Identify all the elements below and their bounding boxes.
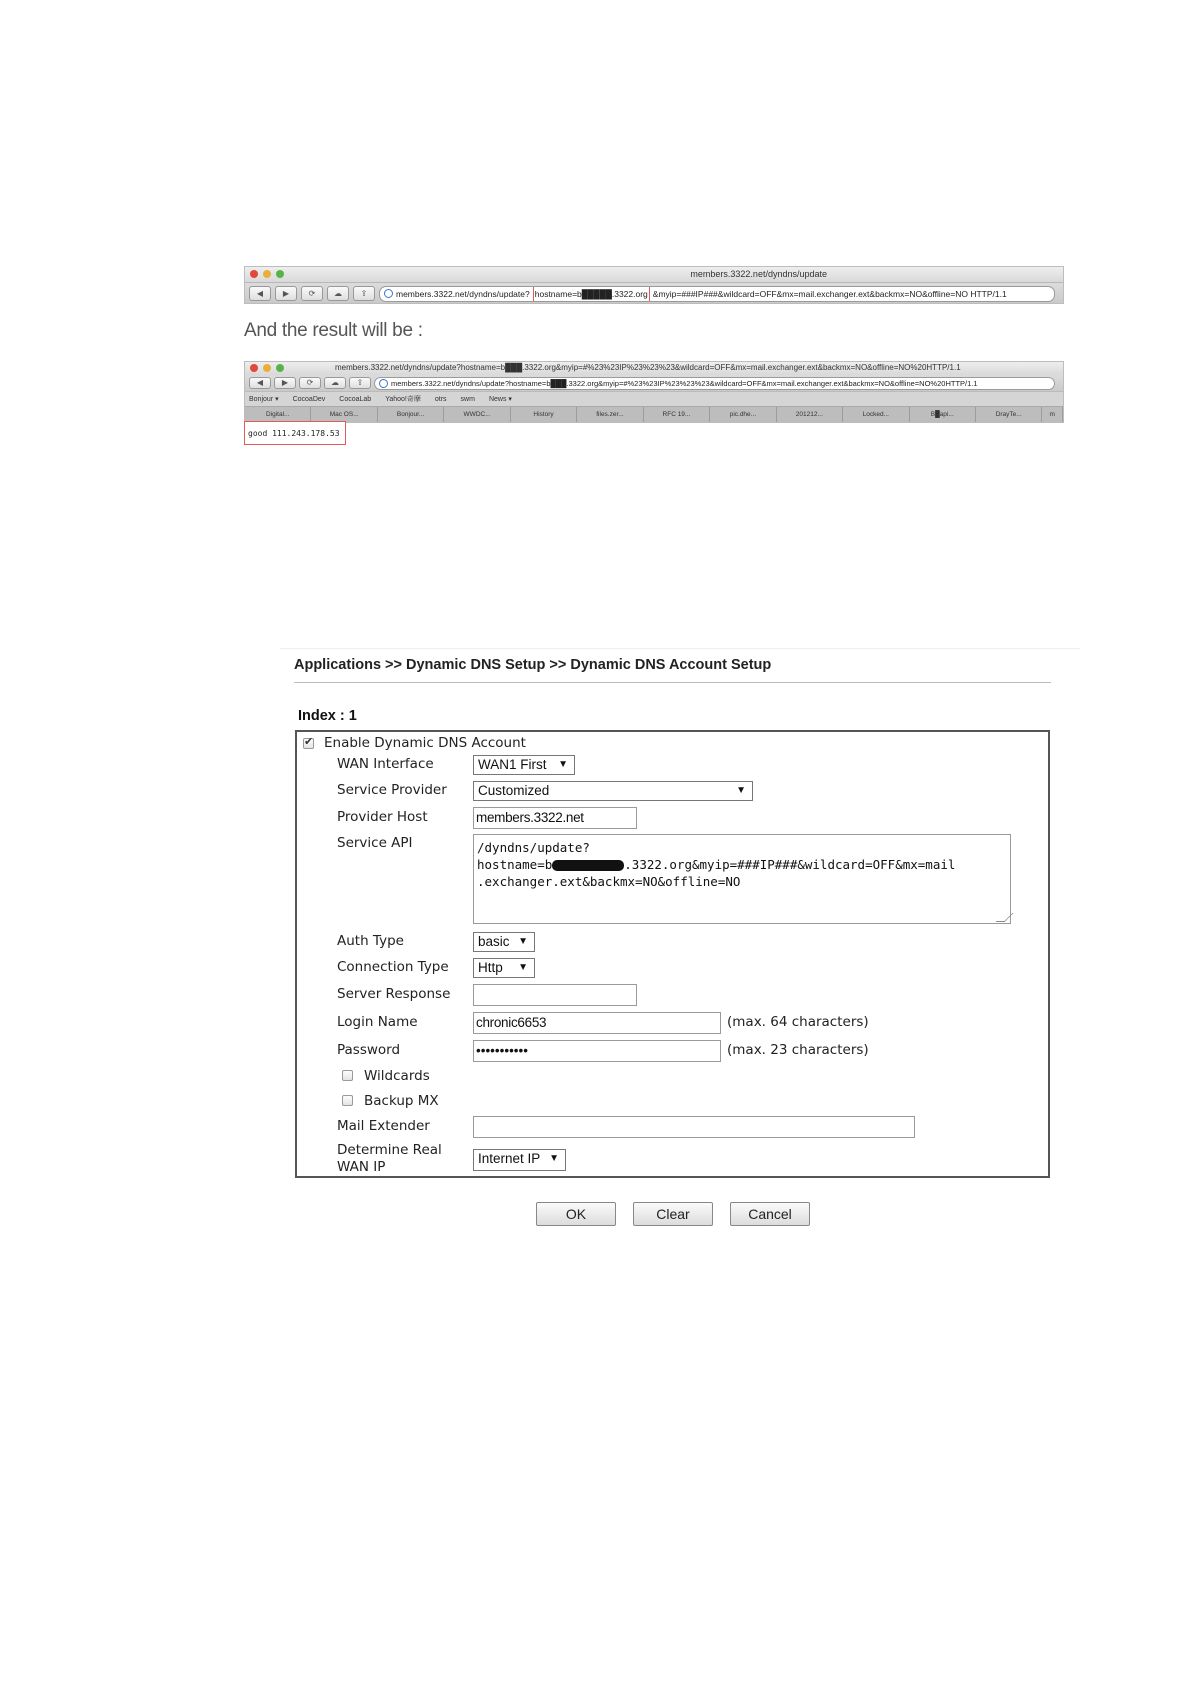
resize-handle-icon[interactable] [996, 913, 1014, 922]
browser-toolbar [245, 375, 1063, 391]
address-bar[interactable] [374, 377, 1055, 390]
login-name-hint: (max. 64 characters) [727, 1014, 869, 1030]
backup-mx-label: Backup MX [364, 1093, 439, 1109]
auth-type-label: Auth Type [337, 933, 404, 949]
browser-tab[interactable]: RFC 19... [644, 407, 710, 422]
server-response-input[interactable] [473, 984, 637, 1006]
page-icon [379, 379, 388, 388]
password-label: Password [337, 1042, 401, 1058]
wan-interface-value: WAN1 First [478, 757, 547, 772]
wan-interface-label: WAN Interface [337, 756, 434, 772]
browser-tab[interactable]: Mac OS... [311, 407, 377, 422]
enable-ddns-checkbox[interactable] [303, 738, 314, 749]
forward-icon[interactable]: ▶ [274, 377, 296, 389]
window-titlebar [245, 362, 1063, 375]
browser-tab[interactable]: Bonjour... [378, 407, 444, 422]
bookmark-item[interactable]: swm [460, 395, 475, 403]
provider-host-label: Provider Host [337, 809, 428, 825]
cancel-button[interactable]: Cancel [730, 1202, 810, 1226]
password-input[interactable]: ••••••••••• [473, 1040, 721, 1062]
browser-tab[interactable]: B█api... [910, 407, 976, 422]
url-prefix: members.3322.net/dyndns/update? [396, 288, 530, 299]
determine-wan-ip-select[interactable] [473, 1149, 566, 1171]
share-icon[interactable]: ⇪ [353, 286, 375, 301]
server-response-label: Server Response [337, 986, 451, 1002]
forward-icon[interactable]: ▶ [275, 286, 297, 301]
auth-type-select[interactable] [473, 932, 535, 952]
cloud-icon[interactable]: ☁ [324, 377, 346, 389]
url-text: members.3322.net/dyndns/update?hostname=b███.3322.org&myip=#%23%23IP%23%23%23&wildcard=OFF&mx=mail.exchanger.ext&backmx=NO&offline=NO%20HTTP/1.1 [391, 378, 978, 388]
dropdown-arrow-icon: ▼ [518, 962, 528, 973]
service-api-textarea[interactable] [473, 834, 1011, 924]
mail-extender-label: Mail Extender [337, 1118, 430, 1134]
wan-interface-select[interactable] [473, 755, 575, 775]
ddns-account-form [295, 730, 1050, 1178]
divider [280, 648, 1080, 649]
dropdown-arrow-icon: ▼ [549, 1153, 559, 1164]
service-api-label: Service API [337, 835, 413, 851]
service-api-line: .3322.org&myip=###IP###&wildcard=OFF&mx=mail [624, 857, 956, 872]
password-hint: (max. 23 characters) [727, 1042, 869, 1058]
login-name-label: Login Name [337, 1014, 418, 1030]
browser-tab[interactable]: 201212... [777, 407, 843, 422]
window-titlebar [245, 267, 1063, 282]
dropdown-arrow-icon: ▼ [558, 759, 568, 770]
index-label: Index : 1 [298, 708, 357, 724]
determine-wan-ip-label: WAN IP [337, 1159, 386, 1175]
browser-tab[interactable]: m [1042, 407, 1063, 422]
divider [294, 682, 1051, 683]
auth-type-value: basic [478, 934, 510, 949]
service-api-line: hostname=b [477, 857, 553, 872]
breadcrumb: Applications >> Dynamic DNS Setup >> Dynamic DNS Account Setup [294, 657, 772, 673]
backup-mx-checkbox[interactable] [342, 1095, 353, 1106]
service-provider-select[interactable] [473, 781, 753, 801]
bookmark-item[interactable]: Bonjour ▾ [249, 396, 279, 403]
login-name-input[interactable]: chronic6653 [473, 1012, 721, 1034]
browser-tab[interactable]: Locked... [843, 407, 909, 422]
browser-screenshot-result [244, 361, 1064, 423]
browser-toolbar [245, 282, 1063, 304]
browser-tab[interactable]: pic.dhe... [710, 407, 776, 422]
browser-tab[interactable]: History [511, 407, 577, 422]
connection-type-value: Http [478, 960, 503, 975]
service-api-line: .exchanger.ext&backmx=NO&offline=NO [477, 874, 741, 889]
provider-host-input[interactable]: members.3322.net [473, 807, 637, 829]
bookmark-item[interactable]: otrs [434, 395, 447, 403]
cloud-icon[interactable]: ☁ [327, 286, 349, 301]
clear-button[interactable]: Clear [633, 1202, 713, 1226]
window-title: members.3322.net/dyndns/update?hostname=b███.3322.org&myip=#%23%23IP%23%23%23&wildcard=OFF&mx=mail.exchanger.ext&backmx=NO&offline=NO%20HTTP/1.1 [335, 363, 961, 372]
ddns-result-text: good 111.243.178.53 [244, 421, 346, 445]
address-bar[interactable] [379, 286, 1055, 302]
browser-tab[interactable]: files.zer... [577, 407, 643, 422]
bookmark-item[interactable]: CocoaLab [339, 395, 372, 403]
reload-icon[interactable]: ⟳ [299, 377, 321, 389]
browser-screenshot-request [244, 266, 1064, 304]
result-caption: And the result will be : [244, 320, 423, 341]
reload-icon[interactable]: ⟳ [301, 286, 323, 301]
bookmarks-bar [245, 391, 1063, 406]
connection-type-select[interactable] [473, 958, 535, 978]
service-provider-value: Customized [478, 783, 550, 798]
connection-type-label: Connection Type [337, 959, 449, 975]
share-icon[interactable]: ⇪ [349, 377, 371, 389]
redaction-mark [552, 860, 624, 871]
bookmark-item[interactable]: News ▾ [488, 396, 512, 403]
bookmark-item[interactable]: Yahoo!奇摩 [385, 396, 421, 403]
wildcards-checkbox[interactable] [342, 1070, 353, 1081]
browser-tab[interactable]: WWDC... [444, 407, 510, 422]
wildcards-label: Wildcards [364, 1068, 430, 1084]
determine-wan-ip-label: Determine Real [337, 1142, 442, 1158]
back-icon[interactable]: ◀ [249, 377, 271, 389]
mail-extender-input[interactable] [473, 1116, 915, 1138]
window-title: members.3322.net/dyndns/update [690, 269, 827, 279]
url-highlight: hostname=b█████.3322.org [533, 286, 650, 302]
enable-ddns-label: Enable Dynamic DNS Account [324, 735, 526, 751]
globe-icon [384, 289, 393, 298]
back-icon[interactable]: ◀ [249, 286, 271, 301]
dropdown-arrow-icon: ▼ [518, 936, 528, 947]
bookmark-item[interactable]: CocoaDev [292, 395, 326, 403]
browser-tab[interactable]: Digital... [245, 407, 311, 422]
dropdown-arrow-icon: ▼ [736, 785, 746, 796]
service-provider-label: Service Provider [337, 782, 447, 798]
ok-button[interactable]: OK [536, 1202, 616, 1226]
tab-bar [245, 406, 1063, 422]
url-suffix: &myip=###IP###&wildcard=OFF&mx=mail.exchanger.ext&backmx=NO&offline=NO HTTP/1.1 [652, 288, 1007, 299]
determine-wan-ip-value: Internet IP [478, 1151, 541, 1166]
service-api-line: /dyndns/update? [477, 840, 590, 855]
browser-tab[interactable]: DrayTe... [976, 407, 1042, 422]
